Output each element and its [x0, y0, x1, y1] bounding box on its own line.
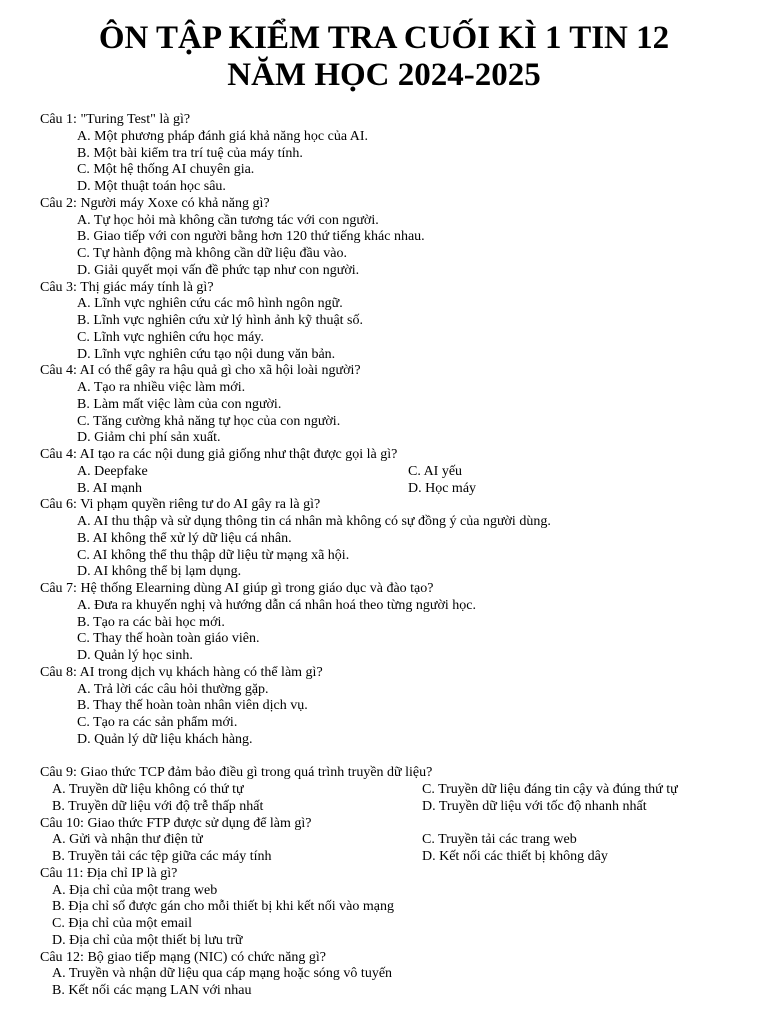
title-line-2: NĂM HỌC 2024-2025	[227, 57, 541, 93]
option: D. AI không thể bị lạm dụng.	[77, 564, 242, 580]
option: D. Giải quyết mọi vấn đề phức tạp như con người.	[77, 262, 360, 278]
question-11: Câu 11: Địa chỉ IP là gì?	[40, 865, 178, 881]
option: C. AI yếu	[408, 463, 463, 479]
question-9: Câu 9: Giao thức TCP đảm bảo điều gì trong quá trình truyền dữ liệu?	[40, 765, 433, 781]
question-6: Câu 6: Vi phạm quyền riêng tư do AI gây ra là gì?	[40, 497, 321, 513]
option: D. Một thuật toán học sâu.	[77, 179, 226, 194]
option: D. Giảm chi phí sản xuất.	[77, 430, 221, 446]
option: C. Tăng cường khả năng tự học của con người.	[77, 413, 341, 429]
option: A. Tạo ra nhiều việc làm mới.	[77, 380, 246, 395]
question-10: Câu 10: Giao thức FTP được sử dụng để làm gì?	[40, 815, 312, 831]
option: B. Truyền tải các tệp giữa các máy tính	[52, 849, 272, 864]
option: A. Gửi và nhận thư điện tử	[52, 832, 203, 848]
option-row	[40, 799, 760, 816]
option-row	[40, 832, 760, 849]
question-list	[40, 112, 760, 1000]
option: C. Một hệ thống AI chuyên gia.	[77, 162, 255, 178]
option: B. AI không thể xử lý dữ liệu cá nhân.	[77, 530, 292, 546]
title-line-1: ÔN TẬP KIỂM TRA CUỐI KÌ 1 TIN 12	[98, 20, 670, 56]
option: A. Trả lời các câu hỏi thường gặp.	[77, 681, 269, 697]
option: B. Địa chỉ số được gán cho mỗi thiết bị khi kết nối vào mạng	[52, 899, 394, 915]
question-5: Câu 4: AI tạo ra các nội dung giả giống như thật được gọi là gì?	[40, 447, 398, 462]
option-row	[40, 782, 760, 799]
option: C. Tự hành động mà không cần dữ liệu đầu vào.	[77, 246, 347, 261]
option: A. Truyền dữ liệu không có thứ tự	[52, 782, 244, 797]
option: B. Tạo ra các bài học mới.	[77, 614, 225, 630]
question-3: Câu 3: Thị giác máy tính là gì?	[40, 279, 214, 295]
question-2: Câu 2: Người máy Xoxe có khả năng gì?	[40, 195, 270, 211]
question-1: Câu 1: "Turing Test" là gì?	[40, 112, 191, 127]
option: B. Thay thế hoàn toàn nhân viên dịch vụ.	[77, 698, 308, 714]
question-8: Câu 8: AI trong dịch vụ khách hàng có thể làm gì?	[40, 664, 323, 680]
option: C. Tạo ra các sản phẩm mới.	[77, 715, 238, 730]
option: D. Lĩnh vực nghiên cứu tạo nội dung văn bản.	[77, 346, 336, 362]
document-title	[0, 0, 768, 94]
option: B. Làm mất việc làm của con người.	[77, 396, 282, 412]
option: C. Lĩnh vực nghiên cứu học máy.	[77, 329, 264, 345]
question-12: Câu 12: Bộ giao tiếp mạng (NIC) có chức năng gì?	[40, 949, 326, 965]
option: B. AI mạnh	[77, 480, 142, 496]
option: B. Kết nối các mạng LAN với nhau	[52, 983, 252, 998]
option: D. Học máy	[408, 480, 477, 496]
option: D. Quản lý dữ liệu khách hàng.	[77, 731, 253, 747]
option: A. Đưa ra khuyến nghị và hướng dẫn cá nhân hoá theo từng người học.	[77, 597, 476, 613]
option: D. Quản lý học sinh.	[77, 648, 193, 663]
option: A. Lĩnh vực nghiên cứu các mô hình ngôn ngữ.	[77, 296, 343, 312]
option: C. Địa chỉ của một email	[52, 916, 192, 931]
option: B. Truyền dữ liệu với độ trễ thấp nhất	[52, 798, 264, 814]
option: C. Truyền tải các trang web	[422, 832, 577, 848]
option: B. Giao tiếp với con người bằng hơn 120 thứ tiếng khác nhau.	[77, 229, 425, 245]
option: A. Tự học hỏi mà không cần tương tác với con người.	[77, 212, 379, 228]
option: A. Địa chỉ của một trang web	[52, 882, 218, 898]
option-row	[40, 849, 760, 866]
option: B. Lĩnh vực nghiên cứu xử lý hình ảnh kỹ thuật số.	[77, 313, 364, 328]
option: A. Một phương pháp đánh giá khả năng học của AI.	[77, 128, 369, 144]
option: C. AI không thể thu thập dữ liệu từ mạng xã hội.	[77, 547, 350, 563]
option-row	[40, 481, 760, 498]
option: B. Một bài kiểm tra trí tuệ của máy tính.	[77, 145, 303, 161]
option: A. AI thu thập và sử dụng thông tin cá nhân mà không có sự đồng ý của người dùng.	[77, 514, 551, 529]
question-7: Câu 7: Hệ thống Elearning dùng AI giúp gì trong giáo dục và đào tạo?	[40, 581, 434, 596]
blank-line	[40, 749, 760, 766]
option: C. Truyền dữ liệu đáng tin cậy và đúng thứ tự	[422, 782, 678, 797]
option: C. Thay thế hoàn toàn giáo viên.	[77, 631, 260, 647]
option: D. Địa chỉ của một thiết bị lưu trữ	[52, 932, 243, 948]
question-4: Câu 4: AI có thể gây ra hậu quả gì cho xã hội loài người?	[40, 363, 361, 379]
option-row	[40, 464, 760, 481]
option: D. Truyền dữ liệu với tốc độ nhanh nhất	[422, 798, 647, 814]
option: A. Truyền và nhận dữ liệu qua cáp mạng hoặc sóng vô tuyến	[52, 966, 393, 982]
option: D. Kết nối các thiết bị không dây	[422, 849, 608, 864]
option: A. Deepfake	[77, 463, 148, 479]
